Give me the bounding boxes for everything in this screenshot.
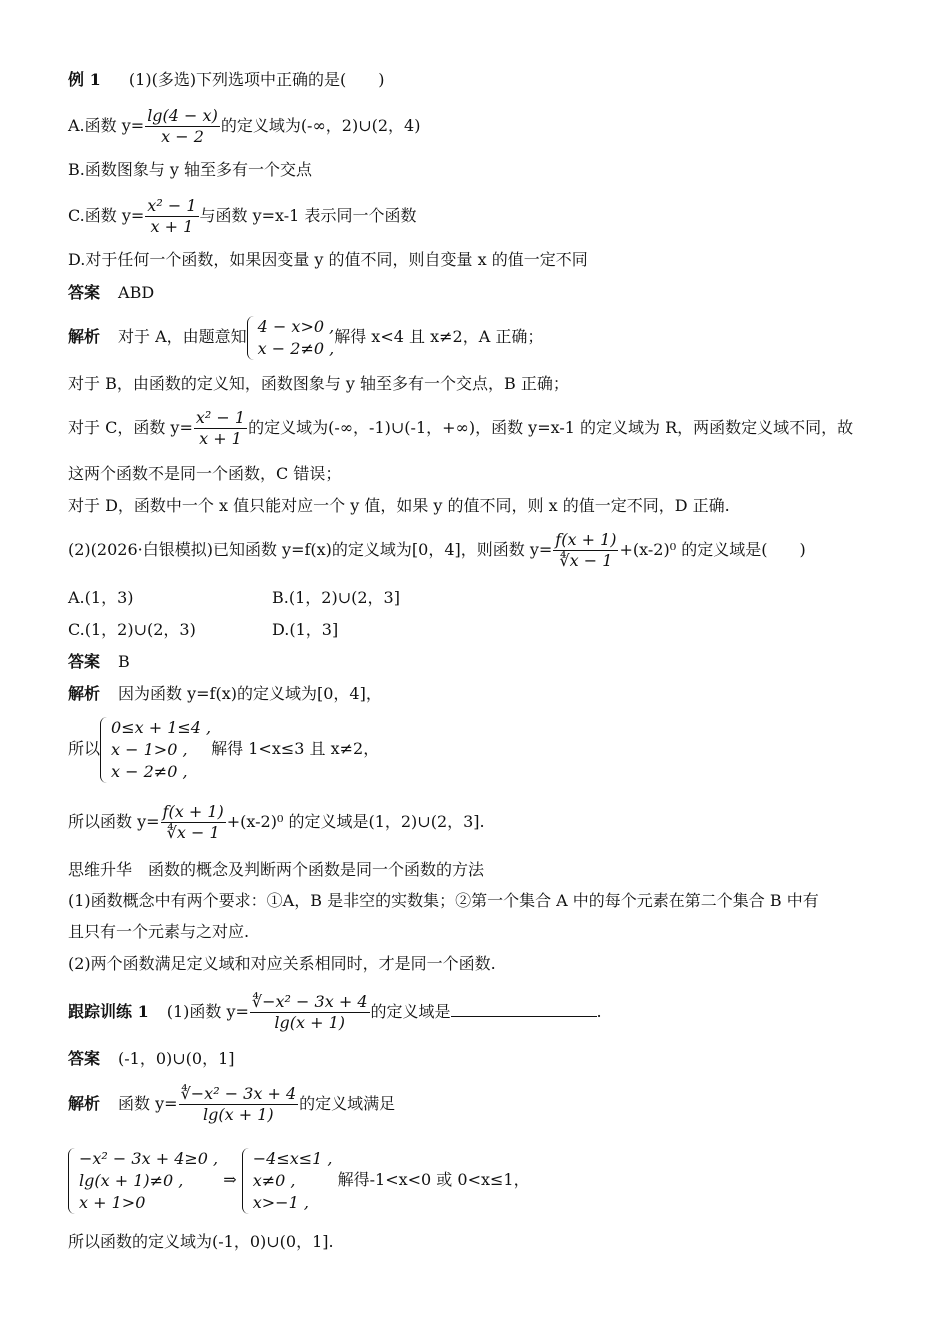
denominator: x + 1 [150, 217, 194, 236]
answer-value: (-1，0)∪(0，1] [118, 1049, 235, 1068]
summary-p1-line1: (1)函数概念中有两个要求：①A，B 是非空的实数集；②第一个集合 A 中的每个元素在第二个集合 B 中有 [68, 891, 819, 910]
numerator: lg(4 − x) [147, 106, 218, 125]
answer-label: 答案 [68, 652, 101, 671]
question-2 [68, 528, 806, 572]
fraction [553, 530, 618, 571]
solution-label: 解析 [68, 1094, 101, 1113]
system-row: 4 − x>0 , [257, 316, 335, 336]
tracking-conclusion: 所以函数的定义域为(-1，0)∪(0，1]. [68, 1232, 334, 1251]
solution-text: 函数 y= [118, 1094, 178, 1113]
answer-label: 答案 [68, 1049, 101, 1068]
option-c-prefix: C.函数 y= [68, 206, 145, 225]
option-d: D.对于任何一个函数，如果因变量 y 的值不同，则自变量 x 的值一定不同 [68, 250, 588, 269]
denominator: lg(x + 1) [203, 1105, 274, 1124]
option-b: B.函数图象与 y 轴至多有一个交点 [68, 160, 313, 179]
fraction [250, 992, 370, 1033]
solution-2-system [68, 714, 379, 784]
solution-text: 因为函数 y=f(x)的定义域为[0，4]， [118, 684, 382, 703]
system-row: lg(x + 1)≠0 , [79, 1170, 184, 1190]
equation-system-left [68, 1148, 218, 1214]
answer-blank [451, 1002, 597, 1017]
solution-text: 的定义域满足 [299, 1094, 396, 1113]
option-c-suffix: 与函数 y=x-1 表示同一个函数 [199, 206, 417, 225]
q2-option-c: C.(1，2)∪(2，3) [68, 620, 196, 639]
option-c [68, 194, 416, 238]
example-heading: 例 1 [68, 70, 101, 89]
answer-value: B [118, 652, 130, 671]
solution-1-line-d: 对于 D，函数中一个 x 值只能对应一个 y 值，如果 y 的值不同，则 x 的值一定不同，D 正确. [68, 496, 730, 515]
equation-system [247, 316, 335, 360]
solution-2-line-1 [68, 684, 382, 704]
solution-text: +(x-2)⁰ 的定义域是(1，2)∪(2，3]. [226, 812, 485, 831]
solution-text: 的定义域为(-∞，-1)∪(-1，+∞)，函数 y=x-1 的定义域为 R，两函数定义域不同，故 [248, 418, 854, 437]
solution-1-line-c2: 这两个函数不是同一个函数，C 错误； [68, 464, 342, 483]
question-1-prompt: (1)(多选)下列选项中正确的是( ) [128, 70, 385, 89]
question-text: (1)函数 y= [166, 1002, 249, 1021]
answer-label: 答案 [68, 283, 101, 302]
option-a-suffix: 的定义域为(-∞，2)∪(2，4) [220, 116, 421, 135]
question-text: +(x-2)⁰ 的定义域是( ) [619, 540, 806, 559]
numerator: ∜−x² − 3x + 4 [251, 992, 368, 1011]
denominator: x − 2 [161, 127, 204, 146]
tracking-solution-line-1 [68, 1080, 395, 1128]
answer-1 [68, 283, 154, 303]
numerator: x² − 1 [195, 408, 246, 427]
q2-option-d: D.(1，3] [272, 620, 339, 639]
question-text: 的定义域是 [370, 1002, 451, 1021]
solution-text: 解得-1<x<0 或 0<x≤1， [337, 1170, 530, 1189]
solution-1-line-a [68, 314, 543, 360]
exercise-heading: 跟踪训练 1 [68, 1002, 149, 1021]
system-row: x − 2≠0 , [111, 761, 188, 781]
fraction [161, 802, 226, 843]
solution-2-conclusion [68, 800, 485, 844]
question-text: . [596, 1002, 602, 1021]
solution-1-line-c [68, 406, 853, 450]
system-row: −x² − 3x + 4≥0 , [79, 1148, 219, 1168]
solution-text: 对于 A，由题意知 [118, 327, 247, 346]
left-brace [68, 1148, 75, 1214]
solution-label: 解析 [68, 327, 101, 346]
summary-p2: (2)两个函数满足定义域和对应关系相同时，才是同一个函数. [68, 954, 496, 973]
solution-text: 解得 1<x≤3 且 x≠2， [211, 739, 380, 758]
system-row: −4≤x≤1 , [252, 1148, 333, 1168]
fraction [145, 106, 220, 147]
equation-system [100, 717, 211, 783]
solution-text: 解得 x<4 且 x≠2，A 正确； [334, 327, 544, 346]
left-brace [247, 316, 254, 360]
fraction [145, 196, 198, 237]
fraction [194, 408, 247, 449]
summary-title: 思维升华 函数的概念及判断两个函数是同一个函数的方法 [68, 860, 485, 879]
tracking-exercise-question [68, 990, 602, 1034]
q2-option-b: B.(1，2)∪(2，3] [272, 588, 400, 607]
denominator: ∜x − 1 [559, 551, 613, 570]
implies-arrow: ⇒ [223, 1170, 237, 1189]
solution-text: 对于 C，函数 y= [68, 418, 193, 437]
numerator: f(x + 1) [162, 802, 224, 821]
system-row: 0≤x + 1≤4 , [111, 717, 212, 737]
system-row: x − 2≠0 , [257, 338, 335, 358]
system-row: x≠0 , [252, 1170, 296, 1190]
solution-label: 解析 [68, 684, 101, 703]
question-text: (2)(2026·白银模拟)已知函数 y=f(x)的定义域为[0，4]，则函数 y= [68, 540, 553, 559]
option-a [68, 104, 420, 148]
numerator: ∜−x² − 3x + 4 [180, 1084, 297, 1103]
system-row: x + 1>0 [79, 1192, 146, 1212]
answer-value: ABD [118, 283, 155, 302]
left-brace [100, 717, 107, 783]
denominator: lg(x + 1) [274, 1013, 346, 1032]
answer-2 [68, 652, 130, 672]
solution-text: 所以 [68, 739, 101, 758]
fraction [179, 1084, 299, 1125]
solution-1-line-b: 对于 B，由函数的定义知，函数图象与 y 轴至多有一个交点，B 正确； [68, 374, 569, 393]
tracking-answer [68, 1049, 235, 1069]
q2-option-a: A.(1，3) [68, 588, 134, 607]
numerator: f(x + 1) [555, 530, 617, 549]
equation-system-right [242, 1148, 333, 1214]
numerator: x² − 1 [147, 196, 197, 215]
denominator: ∜x − 1 [166, 823, 220, 842]
example-1-question [68, 70, 385, 90]
denominator: x + 1 [199, 429, 242, 448]
system-row: x − 1>0 , [111, 739, 188, 759]
option-a-prefix: A.函数 y= [68, 116, 145, 135]
system-row: x>−1 , [252, 1192, 309, 1212]
left-brace [242, 1148, 249, 1214]
tracking-solution-systems [68, 1144, 530, 1216]
solution-text: 所以函数 y= [68, 812, 160, 831]
summary-p1-line2: 且只有一个元素与之对应. [68, 922, 250, 941]
